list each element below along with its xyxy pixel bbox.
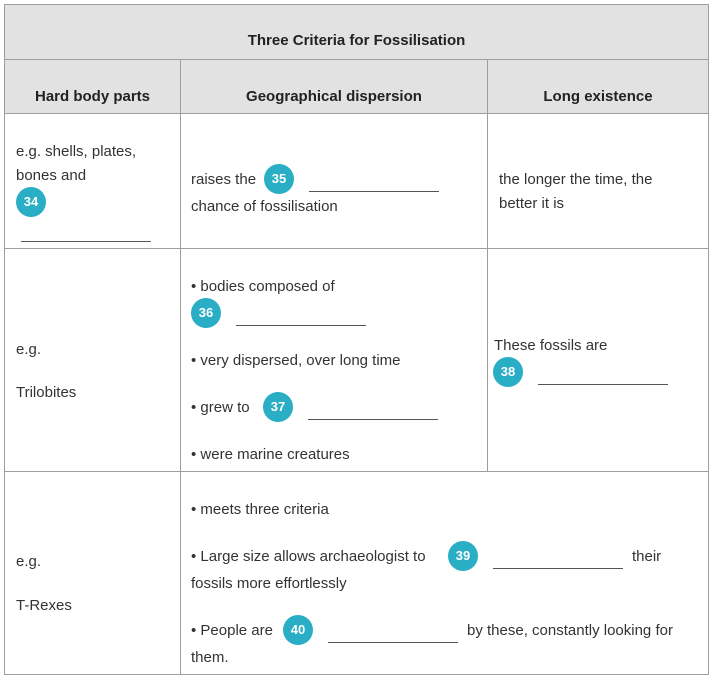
fossil-criteria-table [4,4,709,675]
row2-col1-text: Trilobites [16,384,77,401]
answer-blank-40[interactable] [328,642,458,643]
row1-col2-text: raises the [191,171,257,188]
header-geographical-dispersion: Geographical dispersion [246,88,422,105]
header-hard-body-parts: Hard body parts [34,88,151,105]
question-38-badge: 38 [493,357,523,387]
row3-bullet: their [632,548,662,565]
question-34-badge: 34 [16,187,46,217]
row2-bullet: • very dispersed, over long time [191,352,401,369]
answer-blank-39[interactable] [493,568,623,569]
row1-col3-text: better it is [499,195,565,212]
answer-blank-35[interactable] [309,191,439,192]
answer-blank-34[interactable] [21,241,151,242]
row3-bullet: them. [191,649,229,666]
header-row [5,60,708,114]
row2-col3-text: These fossils are [494,337,608,354]
row3-bullet: • People are [191,622,273,639]
divider [5,248,708,249]
header-long-existence: Long existence [543,88,653,105]
row3-bullet: • meets three criteria [191,501,329,518]
divider [5,471,708,472]
question-35-badge: 35 [264,164,294,194]
row1-col2-text: chance of fossilisation [191,198,338,215]
table-title: Three Criteria for Fossilisation [247,32,466,49]
divider [487,59,488,472]
answer-blank-37[interactable] [308,419,438,420]
row3-bullet: • Large size allows archaeologist to [191,548,426,565]
question-40-badge: 40 [283,615,313,645]
answer-blank-38[interactable] [538,384,668,385]
divider [5,113,708,114]
question-36-badge: 36 [191,298,221,328]
row2-bullet: • bodies composed of [191,278,335,295]
row1-col3-text: the longer the time, the [499,171,653,188]
row3-bullet: by these, constantly looking for [467,622,673,639]
row2-bullet: • grew to [191,399,250,416]
row3-bullet: fossils more effortlessly [191,575,347,592]
question-39-badge: 39 [448,541,478,571]
row2-bullet: • were marine creatures [191,446,350,463]
divider [180,59,181,674]
row1-col1-text: e.g. shells, plates, [16,143,137,160]
row3-col1-text: T-Rexes [16,597,72,614]
row1-col1-text: bones and [16,167,87,184]
row3-col1-text: e.g. [16,553,42,570]
answer-blank-36[interactable] [236,325,366,326]
divider [5,59,708,60]
question-37-badge: 37 [263,392,293,422]
row2-col1-text: e.g. [16,341,42,358]
